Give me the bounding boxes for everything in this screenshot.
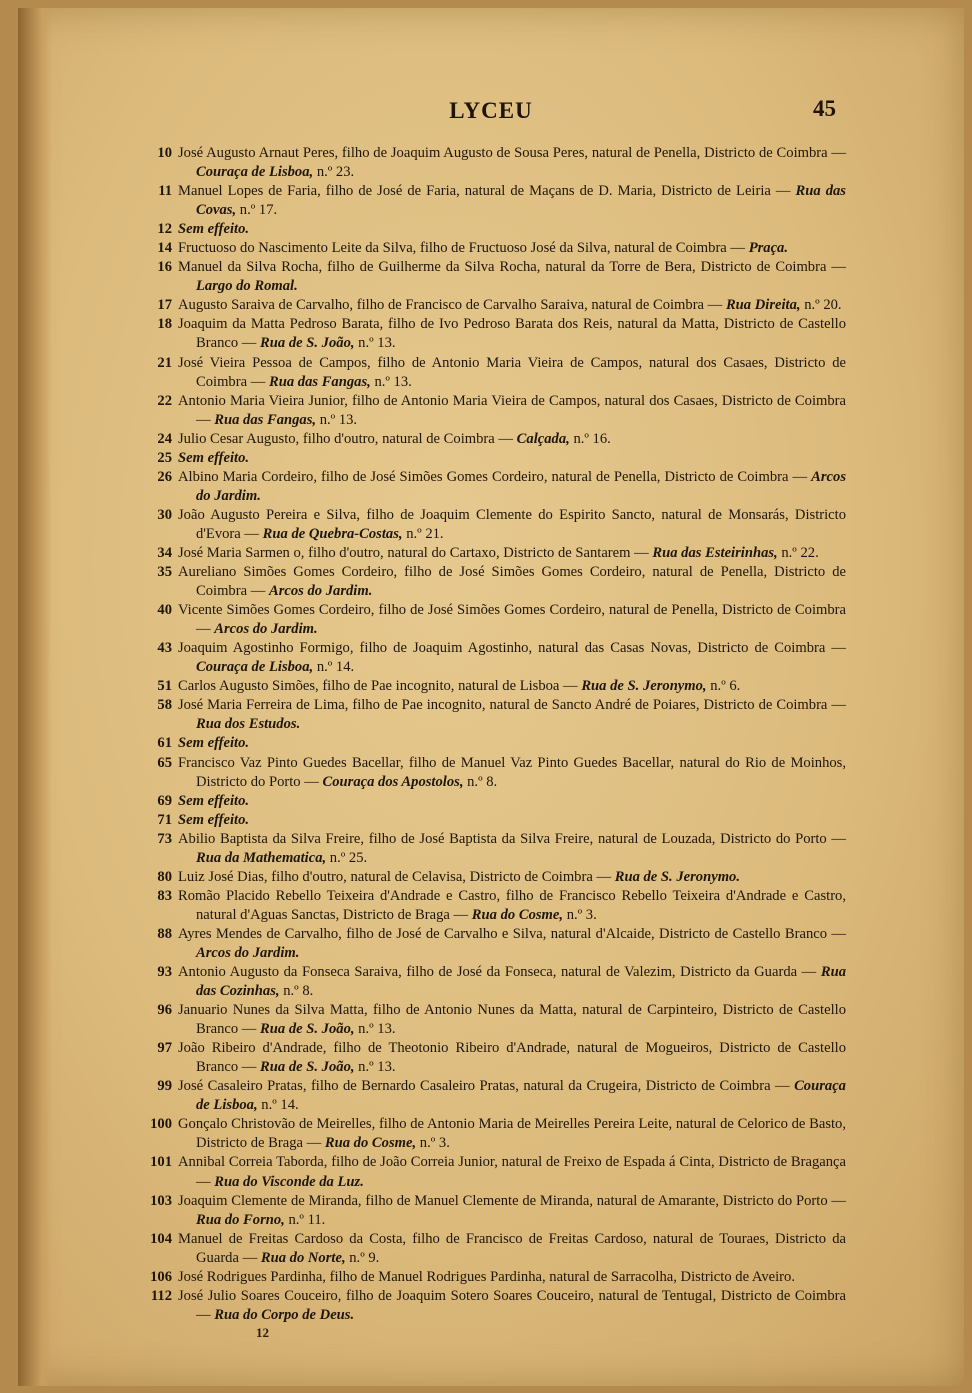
page-title: LYCEU: [449, 98, 533, 123]
entry-number: 10: [157, 145, 172, 161]
entry-description: Annibal Correia Taborda, filho de João Correia Junior, natural de Freixo de Espada á Cinta, Districto de Bragança —: [178, 1154, 846, 1190]
entry-number: 99: [157, 1078, 172, 1095]
entry-address: Rua das Esteirinhas,: [652, 544, 778, 561]
entry-number: 14: [157, 240, 172, 257]
entry-house-number: n.º 13.: [358, 1059, 396, 1076]
entry-house-number: n.º 14.: [316, 659, 355, 676]
entry-text: [178, 639, 846, 677]
entry-address: Arcos do Jardim.: [214, 621, 318, 638]
entry-text: [178, 449, 846, 468]
list-item: [130, 1268, 846, 1287]
entry-number: 96: [157, 1002, 172, 1019]
entry-status: Sem effeito.: [178, 811, 250, 828]
entry-number: 103: [150, 1192, 172, 1209]
signature-mark: 12: [256, 1325, 269, 1340]
list-item: [130, 639, 846, 677]
entry-address: Couraça de Lisboa,: [196, 659, 314, 676]
entry-address: Rua Direita,: [725, 297, 801, 314]
entry-address: Couraça de Lisboa,: [196, 1078, 846, 1114]
list-item: [130, 315, 846, 353]
entry-number: 112: [150, 1287, 172, 1304]
list-item: [130, 1077, 846, 1115]
entry-number: 100: [150, 1116, 172, 1133]
entry-text: [178, 1077, 846, 1115]
entry-description: José Julio Soares Couceiro, filho de Joaquim Sotero Soares Couceiro, natural de Tentugal, Districto de Coimbra —: [178, 1287, 846, 1323]
list-item: [130, 506, 846, 544]
list-item: [130, 449, 846, 468]
entry-text: [178, 677, 846, 696]
list-item: [130, 1039, 846, 1077]
entry-number: 17: [157, 297, 172, 314]
entry-description: Vicente Simões Gomes Cordeiro, filho de José Simões Gomes Cordeiro, natural de Penella, Districto de Coimbra —: [178, 602, 846, 638]
entry-text: [178, 1115, 846, 1153]
entry-text: [178, 925, 846, 963]
entry-text: [178, 601, 846, 639]
entry-text: [178, 887, 846, 925]
list-item: [130, 811, 846, 830]
list-item: [130, 677, 846, 696]
entry-text: [178, 220, 846, 239]
list-item: [130, 544, 846, 563]
entry-text: [178, 1268, 846, 1287]
entry-number: 101: [150, 1154, 172, 1171]
entry-text: [178, 734, 846, 753]
entry-house-number: n.º 11.: [288, 1211, 326, 1228]
entry-number: 106: [150, 1268, 172, 1285]
entry-text: [178, 754, 846, 792]
entry-house-number: n.º 9.: [349, 1249, 380, 1266]
entry-number: 11: [158, 183, 172, 200]
entry-text: [178, 1192, 846, 1230]
list-item: [130, 734, 846, 753]
entry-text: [178, 354, 846, 392]
entry-description: Augusto Saraiva de Carvalho, filho de Francisco de Carvalho Saraiva, natural de Coimbra —: [178, 297, 723, 314]
entry-description: Romão Placido Rebello Teixeira d'Andrade e Castro, filho de Francisco Rebello Teixeira d'Andrade e Castro, natural d'Aguas Sanctas, Districto de Braga —: [178, 887, 846, 923]
entry-description: Francisco Vaz Pinto Guedes Bacellar, filho de Manuel Vaz Pinto Guedes Bacellar, natural do Rio de Moinhos, Districto do Porto —: [178, 754, 846, 790]
entry-address: Arcos do Jardim.: [196, 468, 846, 504]
list-item: [130, 696, 846, 734]
entry-number: 97: [157, 1040, 172, 1057]
list-item: [130, 563, 846, 601]
entry-house-number: n.º 8.: [283, 983, 314, 1000]
entry-text: [178, 296, 846, 315]
list-item: [130, 792, 846, 811]
entry-description: Joaquim Agostinho Formigo, filho de Joaquim Agostinho, natural das Casas Novas, Districto de Coimbra —: [178, 640, 846, 657]
entry-description: Manuel Lopes de Faria, filho de José de Faria, natural de Maçans de D. Maria, Districto de Leiria —: [178, 183, 791, 200]
entry-description: José Maria Sarmen o, filho d'outro, natural do Cartaxo, Districto de Santarem —: [178, 544, 649, 561]
entry-house-number: n.º 20.: [804, 297, 842, 314]
entry-description: Carlos Augusto Simões, filho de Pae incognito, natural de Lisboa —: [178, 678, 578, 695]
entry-number: 93: [157, 964, 172, 981]
list-item: [130, 1153, 846, 1191]
entry-description: Joaquim Clemente de Miranda, filho de Manuel Clemente de Miranda, natural de Amarante, Districto do Porto —: [178, 1192, 846, 1209]
entry-text: [178, 830, 846, 868]
book-spine-shadow: [18, 8, 52, 1386]
list-item: [130, 601, 846, 639]
entry-number: 69: [157, 792, 172, 809]
entry-address: Rua das Fangas,: [268, 373, 371, 390]
list-item: [130, 468, 846, 506]
entry-description: José Maria Ferreira de Lima, filho de Pae incognito, natural de Sancto André de Poiares, Districto de Coimbra —: [178, 697, 846, 714]
entry-description: José Augusto Arnaut Peres, filho de Joaquim Augusto de Sousa Peres, natural de Penella, Districto de Coimbra —: [178, 145, 846, 161]
list-item: [130, 1115, 846, 1153]
entry-text: [178, 792, 846, 811]
entry-text: [178, 182, 846, 220]
entry-text: [178, 1039, 846, 1077]
entry-number: 71: [157, 811, 172, 828]
entry-address: Rua das Cozinhas,: [196, 964, 846, 1000]
entry-address: Rua de Quebra-Costas,: [262, 525, 403, 542]
entry-number: 51: [157, 678, 172, 695]
entry-text: [178, 811, 846, 830]
list-item: [130, 258, 846, 296]
entry-address: Praça.: [748, 240, 789, 257]
entry-address: Rua da Mathematica,: [196, 849, 327, 866]
entry-status: Sem effeito.: [178, 735, 250, 752]
entry-address: Largo do Romal.: [196, 278, 298, 295]
list-item: [130, 239, 846, 258]
entry-description: Aureliano Simões Gomes Cordeiro, filho de José Simões Gomes Cordeiro, natural de Penella, Districto de Coimbra —: [178, 564, 846, 600]
entry-description: Albino Maria Cordeiro, filho de José Simões Gomes Cordeiro, natural de Penella, Districto de Coimbra —: [178, 468, 808, 485]
entry-text: [178, 563, 846, 601]
list-item: [130, 354, 846, 392]
entry-address: Rua de S. João,: [260, 1021, 355, 1038]
entry-house-number: n.º 13.: [358, 1021, 396, 1038]
entry-text: [178, 239, 846, 258]
entry-text: [178, 144, 846, 182]
entry-description: Antonio Augusto da Fonseca Saraiva, filho de José da Fonseca, natural de Valezim, Districto da Guarda —: [178, 964, 817, 981]
entry-number: 12: [157, 221, 172, 238]
entry-house-number: n.º 13.: [358, 335, 396, 352]
entry-address: Rua de S. João,: [260, 335, 355, 352]
entry-description: Antonio Maria Vieira Junior, filho de Antonio Maria Vieira de Campos, natural dos Casaes, Districto de Coimbra —: [178, 392, 846, 428]
entry-number: 43: [157, 640, 172, 657]
entry-number: 35: [157, 564, 172, 581]
list-item: [130, 144, 846, 182]
entry-status: Sem effeito.: [178, 221, 250, 238]
entry-house-number: n.º 8.: [467, 773, 498, 790]
entry-description: Januario Nunes da Silva Matta, filho de Antonio Nunes da Matta, natural de Carpinteiro, Districto de Castello Branco —: [178, 1002, 846, 1038]
list-item: [130, 963, 846, 1001]
entry-text: [178, 1230, 846, 1268]
list-item: [130, 220, 846, 239]
entry-text: [178, 315, 846, 353]
entry-house-number: n.º 16.: [573, 430, 611, 447]
list-item: [130, 887, 846, 925]
entry-address: Couraça dos Apostolos,: [322, 773, 464, 790]
entry-text: [178, 1153, 846, 1191]
entry-number: 34: [157, 544, 172, 561]
entry-number: 58: [157, 697, 172, 714]
list-item: [130, 1192, 846, 1230]
page-number: 45: [813, 96, 836, 121]
entry-text: [178, 468, 846, 506]
entry-address: Rua do Norte,: [260, 1249, 346, 1266]
entry-number: 73: [157, 830, 172, 847]
entry-text: [178, 392, 846, 430]
entry-text: [178, 868, 846, 887]
entry-status: Sem effeito.: [178, 792, 250, 809]
entry-house-number: n.º 25.: [329, 849, 368, 866]
entry-number: 24: [157, 430, 172, 447]
list-item: [130, 1230, 846, 1268]
entry-number: 104: [150, 1230, 172, 1247]
list-item: [130, 754, 846, 792]
entry-house-number: n.º 22.: [781, 544, 819, 561]
entry-address: Rua do Forno,: [196, 1211, 285, 1228]
entry-number: 65: [157, 754, 172, 771]
entry-house-number: n.º 21.: [406, 525, 444, 542]
entry-number: 22: [157, 392, 172, 409]
entry-address: Rua das Fangas,: [214, 411, 317, 428]
entry-address: Arcos do Jardim.: [268, 583, 373, 600]
entry-description: João Augusto Pereira e Silva, filho de Joaquim Clemente do Espirito Sancto, natural de Monsarás, Districto d'Evora —: [178, 506, 846, 542]
entry-number: 25: [157, 449, 172, 466]
entry-text: [178, 696, 846, 734]
entry-address: Calçada,: [516, 430, 570, 447]
list-item: [130, 868, 846, 887]
list-item: [130, 830, 846, 868]
entry-list: [130, 144, 846, 1325]
entry-description: Gonçalo Christovão de Meirelles, filho de Antonio Maria de Meirelles Pereira Leite, natural de Celorico de Basto, Districto de Braga —: [178, 1116, 846, 1152]
list-item: [130, 296, 846, 315]
entry-description: Abilio Baptista da Silva Freire, filho de José Baptista da Silva Freire, natural de Louzada, Districto do Porto —: [178, 830, 846, 847]
entry-description: Fructuoso do Nascimento Leite da Silva, filho de Fructuoso José da Silva, natural de Coimbra —: [178, 240, 746, 257]
entry-house-number: n.º 13.: [374, 373, 412, 390]
entry-address: Rua dos Estudos.: [196, 716, 301, 733]
entry-house-number: n.º 3.: [566, 906, 597, 923]
entry-description: José Vieira Pessoa de Campos, filho de Antonio Maria Vieira de Campos, natural dos Casaes, Districto de Coimbra —: [178, 354, 846, 390]
entry-house-number: n.º 3.: [419, 1135, 450, 1152]
entry-text: [178, 1287, 846, 1325]
page-header: [18, 98, 964, 132]
entry-number: 61: [157, 735, 172, 752]
entry-number: 16: [157, 259, 172, 276]
entry-house-number: n.º 17.: [239, 202, 278, 219]
entry-number: 88: [157, 925, 172, 942]
list-item: [130, 430, 846, 449]
entry-address: Rua das Covas,: [196, 183, 846, 219]
entry-description: Ayres Mendes de Carvalho, filho de José de Carvalho e Silva, natural d'Alcaide, Districto de Castello Branco —: [178, 925, 846, 942]
entry-number: 26: [157, 468, 172, 485]
entry-description: Julio Cesar Augusto, filho d'outro, natural de Coimbra —: [178, 430, 514, 447]
entry-address: Couraça de Lisboa,: [196, 164, 314, 181]
entry-status: Sem effeito.: [178, 449, 250, 466]
entry-text: [178, 258, 846, 296]
entry-number: 83: [157, 887, 172, 904]
entry-address: Rua do Cosme,: [324, 1135, 417, 1152]
entry-house-number: n.º 6.: [710, 678, 741, 695]
entry-address: Rua do Cosme,: [471, 906, 564, 923]
list-item: [130, 182, 846, 220]
entry-address: Rua do Visconde da Luz.: [214, 1173, 364, 1190]
entry-description: Manuel de Freitas Cardoso da Costa, filho de Francisco de Freitas Cardoso, natural de Touraes, Districto da Guarda —: [178, 1230, 846, 1266]
entry-number: 40: [157, 602, 172, 619]
entry-text: [178, 963, 846, 1001]
entry-address: Rua de S. João,: [260, 1059, 355, 1076]
entry-text: [178, 506, 846, 544]
entry-text: [178, 1001, 846, 1039]
list-item: [130, 925, 846, 963]
entry-description: Luiz José Dias, filho d'outro, natural de Celavisa, Districto de Coimbra —: [178, 868, 612, 885]
list-item: [130, 392, 846, 430]
entry-description: José Rodrigues Pardinha, filho de Manuel Rodrigues Pardinha, natural de Sarracolha, Districto de Aveiro.: [178, 1268, 795, 1285]
entry-text: [178, 430, 846, 449]
entry-text: [178, 544, 846, 563]
entry-description: José Casaleiro Pratas, filho de Bernardo Casaleiro Pratas, natural da Crugeira, Districto de Coimbra —: [178, 1078, 790, 1095]
entry-address: Arcos do Jardim.: [196, 944, 300, 961]
entry-house-number: n.º 13.: [319, 411, 358, 428]
entry-number: 30: [157, 506, 172, 523]
entry-address: Rua de S. Jeronymo.: [614, 868, 740, 885]
entry-number: 80: [157, 868, 172, 885]
list-item: [130, 1001, 846, 1039]
entry-description: Joaquim da Matta Pedroso Barata, filho de Ivo Pedroso Barata dos Reis, natural da Matta, Districto de Castello Branco —: [178, 316, 846, 352]
entry-address: Rua do Corpo de Deus.: [214, 1306, 355, 1323]
entry-number: 21: [157, 354, 172, 371]
entry-house-number: n.º 23.: [316, 164, 355, 181]
entry-number: 18: [157, 316, 172, 333]
entry-house-number: n.º 14.: [261, 1097, 299, 1114]
entry-description: Manuel da Silva Rocha, filho de Guilherme da Silva Rocha, natural da Torre de Bera, Districto de Coimbra —: [178, 259, 846, 276]
entry-description: João Ribeiro d'Andrade, filho de Theotonio Ribeiro d'Andrade, natural de Mogueiros, Districto de Castello Branco —: [178, 1040, 846, 1076]
entry-address: Rua de S. Jeronymo,: [581, 678, 707, 695]
document-page: [18, 8, 964, 1386]
list-item: [130, 1287, 846, 1325]
